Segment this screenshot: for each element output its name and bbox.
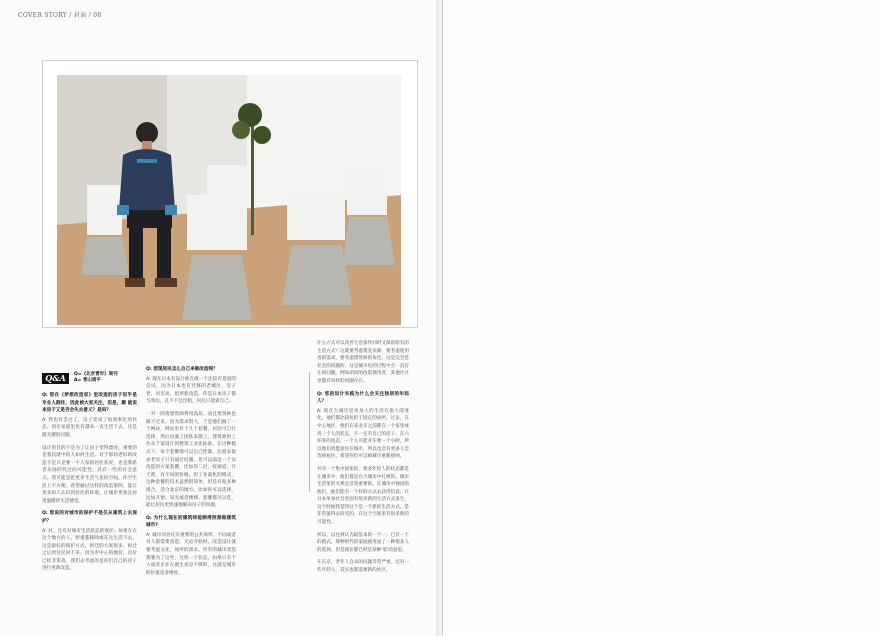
question: Q: 您的设计实践为什么会关注独居的年轻人？ xyxy=(317,391,409,405)
text-column-3 xyxy=(317,340,409,580)
qa-credit-line1: Q=《北京青年》周刊 xyxy=(74,372,118,377)
answer-paragraph: 共享一个集中国家的，很多年轻人的状态都是在城市中，他们都是在大城市中打拼的。城市生活里的关系是非常重要的。在城市中独居的他们，他们能有一个好的方式去获得信息，在日本单身社会里面有很多新的生活方式发生，这个时候我觉得这个是一个新的生活方式，是非常值得去研究的，在这个空间里有很多新的可能性。 xyxy=(317,466,409,526)
qa-credit-line2: A= 青山周平 xyxy=(74,378,101,383)
question: Q: 您说的对城市的保护不是仅从建筑上去保护？ xyxy=(42,511,137,524)
running-head: COVER STORY / 封面 / 08 xyxy=(18,12,102,19)
answer-paragraph: A: 现在大城市里单身人的生活有很大的变化，他们都比较抗拒于固定的居所，过去，在中心地区，他们在来北京之前都在一个家里或者一个人的状态，不一定有自己的房子。在六环外的状态，一个人可能开车要一个小时，所以他们更愿意住在城市，所以也会有更多人会选择租住，希望你们可以被城市重新接纳。 xyxy=(317,408,409,460)
answer-paragraph: 所以，以往被认为最基本的一个一，已有一个的模式，那种时代的家庭就变成了一种很多人的选择，但是现在都已经是某种'家'的意思。 xyxy=(317,532,409,553)
qa-badge: Q&A xyxy=(42,373,69,384)
answer-paragraph: 在东京，老年人自杀的问题非常严重，还有一些年轻人，其实也都需要新的社区。 xyxy=(317,560,409,574)
answer-paragraph: 什么方式可以改善生活条件同时又保留原有的生活方式？这就要考虑资金来源，要考虑使用者的需求，要考虑建筑师的角色。这是完全是社会的问题的，这是城市化的过程中会一直存在的问题。例如胡同的改造使用者，其他社区里都有同样的问题存在。 xyxy=(317,341,409,384)
answer-paragraph: 一对一的请建筑师费用高昂，而且建筑师也做不过来，因为需求很大，于是他们做了一个网站，网站里有十几个套餐，居民可自行选择，然后由施工团队来施工。建筑师的工作从个案设计到建筑工业化标准，在这种模式下，每个套餐都可以自己控制，比原来很多老房子只有通过问题。也可以面是一个房改造的方案套餐，比如你二层、按通道、开天窗，有不同的价格，用工业量化的模式，这种套餐的技术虽然很简单，但是有很多种组合，适合北京的地方。比如你可以选择，比如开窗、采光或者楼梯、套餐都可以选，能让居民更快速地解决房子的问题。 xyxy=(146,411,236,509)
column-divider xyxy=(309,372,310,492)
right-page-blank xyxy=(443,0,880,636)
answer-paragraph: A: 对。还有对城市生活状态的保护。如果在在这个地方的人，原重都移除或在这生活下去，这是最好的保护方式。拆迁的方案很多，拆迁之后原住民回不来。因为市中心的地价，房价已经非常高，我们去考虑的是你们自己的房子进行更新改造。 xyxy=(42,528,137,572)
text-column-2 xyxy=(146,366,236,582)
answer-paragraph: 设计的目的不是为了让房子变得漂亮，重要的是我仅就中的人如何生活。对于那间老旧的改造不是只是要一个人家的居住状况，也是我希者东国的代过的可能性，具有一些的社会意义。我可能是把更多生活气息的空间，你空生活上不方便，希望通过这样的改造案例，能让更多的人认识到居住的环境，让城市更加宜居更温暖的生活感觉。 xyxy=(42,445,137,504)
qa-credit xyxy=(74,372,118,384)
portrait-photo xyxy=(57,75,401,325)
answer-paragraph: A: 我也有丢过了，房子变成了很效率化的状态。因在家庭里也有越来一直生活下去，这是最关键的问题。 xyxy=(42,417,137,438)
question: Q: 为什么现在的建筑师能顾得照想做建筑城市? xyxy=(146,515,236,529)
portrait-photo-icon xyxy=(57,75,401,325)
answer-paragraph: A: 城市对居民有重要的公共场所、不同或者对人都需要改造，无论开始时，改造设计就要考虑文化、场所的需求。所有的城市改造都要为了这些，这样一个状态，如果只有个人或者企业在做生意是不够的，这就是城市的价值是多维度。 xyxy=(146,532,236,576)
answer-paragraph: A: 现在日本有设计师在做一个比较有意思的尝试，因为日本也有迁移的老城区，房子老、居室高，租用新改造，你是日本房子都与周边，且不不会出租，居民只能靠自己。 xyxy=(146,376,236,405)
question: Q: 您在《梦想改造家》里改造的房子似乎是 专业人群住，因此被大家关注，但是，颠 能说来房子又是否会失去意义？是吗？ xyxy=(42,393,137,414)
text-column-1 xyxy=(42,392,137,578)
question: Q: 您现居民怎么自己来做改造呢？ xyxy=(146,367,218,372)
